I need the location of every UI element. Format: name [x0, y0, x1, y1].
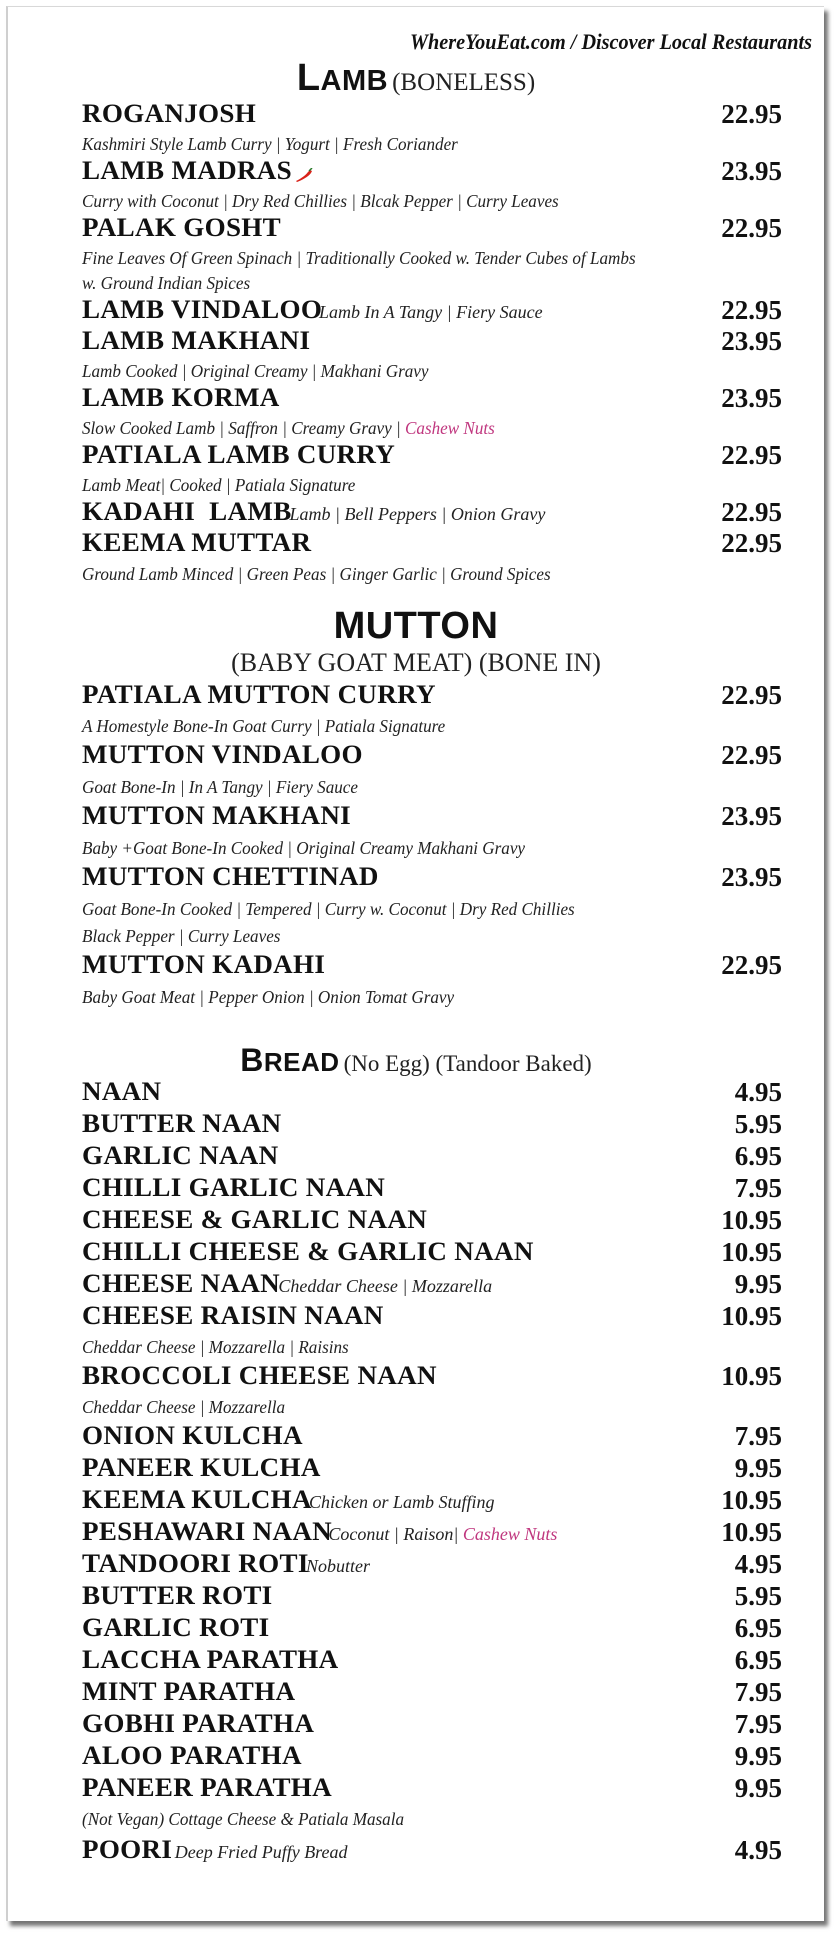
menu-item-mutton-chettinad	[82, 862, 782, 892]
menu-item-lamb-vindaloo	[82, 295, 782, 325]
item-desc: Baby Goat Meat | Pepper Onion | Onion Tomat Gravy	[82, 987, 455, 1007]
item-name: TANDOORI ROTI	[82, 1549, 309, 1578]
item-name: MUTTON KADAHI	[82, 950, 326, 979]
mutton-subtitle: (BABY GOAT MEAT) (BONE IN)	[231, 648, 601, 677]
item-desc: A Homestyle Bone-In Goat Curry | Patiala Signature	[82, 716, 446, 736]
menu-item-cheese-raisin-naan	[82, 1301, 782, 1331]
item-price: 5.95	[734, 1581, 782, 1611]
menu-item-peshawari-naan	[82, 1517, 782, 1547]
chili-pepper-icon	[294, 168, 314, 182]
item-name: NAAN	[82, 1077, 162, 1106]
item-price: 23.95	[721, 801, 782, 831]
menu-item-mutton-vindaloo	[82, 740, 782, 770]
item-name: MUTTON VINDALOO	[82, 740, 363, 769]
item-name: ONION KULCHA	[82, 1421, 303, 1450]
item-name: GOBHI PARATHA	[82, 1709, 315, 1738]
menu-item-chilli-garlic-naan	[82, 1173, 782, 1203]
menu-item-mutton-kadahi	[82, 950, 782, 980]
menu-item-mint-paratha	[82, 1677, 782, 1707]
item-price: 10.95	[721, 1517, 782, 1547]
menu-item-roganjosh	[82, 99, 782, 129]
item-price: 5.95	[734, 1109, 782, 1139]
item-name: GARLIC ROTI	[82, 1613, 270, 1642]
item-desc: Kashmiri Style Lamb Curry | Yogurt | Fresh Coriander	[82, 134, 458, 154]
item-name: CHEESE NAAN	[82, 1269, 281, 1298]
menu-item-patiala-lamb-curry	[82, 440, 782, 470]
item-desc-line2: Black Pepper | Curry Leaves	[82, 926, 281, 946]
menu-item-naan	[82, 1077, 782, 1107]
menu-item-garlic-naan	[82, 1141, 782, 1171]
item-desc: Goat Bone-In | In A Tangy | Fiery Sauce	[82, 777, 358, 797]
item-price: 6.95	[734, 1141, 782, 1171]
item-name: GARLIC NAAN	[82, 1141, 279, 1170]
item-price: 23.95	[721, 862, 782, 892]
item-inline-desc: Deep Fried Puffy Bread	[174, 1842, 348, 1862]
item-name: LAMB MADRAS	[82, 156, 292, 185]
item-name: ROGANJOSH	[82, 99, 257, 128]
item-desc: Lamb Meat| Cooked | Patiala Signature	[82, 475, 356, 495]
item-price: 23.95	[721, 326, 782, 356]
menu-page	[6, 6, 824, 1921]
menu-item-paneer-paratha	[82, 1773, 782, 1803]
item-price: 10.95	[721, 1237, 782, 1267]
item-desc: Curry with Coconut | Dry Red Chillies | Blcak Pepper | Curry Leaves	[82, 191, 559, 211]
item-price: 23.95	[721, 383, 782, 413]
menu-item-lamb-korma	[82, 383, 782, 413]
item-desc: Lamb Cooked | Original Creamy | Makhani Gravy	[82, 361, 429, 381]
item-price: 22.95	[721, 680, 782, 710]
item-price: 22.95	[721, 213, 782, 243]
menu-item-garlic-roti	[82, 1613, 782, 1643]
item-name: ALOO PARATHA	[82, 1741, 302, 1770]
item-price: 22.95	[721, 950, 782, 980]
menu-item-aloo-paratha	[82, 1741, 782, 1771]
bread-title-cap: B	[240, 1042, 264, 1078]
menu-item-lamb-makhani	[82, 326, 782, 356]
menu-item-lamb-madras	[82, 156, 782, 186]
menu-item-tandoori-roti	[82, 1549, 782, 1579]
menu-item-chilli-cheese-garlic-naan	[82, 1237, 782, 1267]
menu-item-cheese-garlic-naan	[82, 1205, 782, 1235]
lamb-title-cap: L	[296, 57, 321, 99]
menu-item-patiala-mutton-curry	[82, 680, 782, 710]
item-price: 22.95	[721, 740, 782, 770]
item-name: MINT PARATHA	[82, 1677, 296, 1706]
item-name: LAMB VINDALOO	[82, 295, 323, 324]
item-price: 9.95	[734, 1269, 782, 1299]
menu-item-keema-kulcha	[82, 1485, 782, 1515]
menu-item-kadahi-lamb	[82, 497, 782, 527]
item-price: 10.95	[721, 1301, 782, 1331]
menu-item-gobhi-paratha	[82, 1709, 782, 1739]
item-desc: Baby +Goat Bone-In Cooked | Original Creamy Makhani Gravy	[82, 838, 526, 858]
item-price: 23.95	[721, 156, 782, 186]
item-name: KEEMA KULCHA	[82, 1485, 312, 1514]
item-inline-desc: Lamb | Bell Peppers | Onion Gravy	[289, 504, 546, 524]
mutton-title: MUTTON	[333, 605, 499, 647]
item-price: 22.95	[721, 497, 782, 527]
bread-title-rest: READ	[263, 1047, 340, 1077]
item-desc: Cheddar Cheese | Mozzarella	[82, 1397, 286, 1417]
menu-item-keema-muttar	[82, 528, 782, 558]
item-name: KADAHI LAMB	[82, 497, 292, 526]
item-price: 10.95	[721, 1205, 782, 1235]
item-name: LAMB KORMA	[82, 383, 280, 412]
item-desc: Cheddar Cheese | Mozzarella | Raisins	[82, 1337, 349, 1357]
item-price: 6.95	[734, 1613, 782, 1643]
item-name: KEEMA MUTTAR	[82, 528, 312, 557]
item-desc-text: Slow Cooked Lamb | Saffron | Creamy Gravy |	[82, 418, 405, 438]
menu-item-paneer-kulcha	[82, 1453, 782, 1483]
menu-item-palak-gosht	[82, 213, 782, 243]
item-inline-desc: Nobutter	[305, 1556, 370, 1576]
item-name: LACCHA PARATHA	[82, 1645, 339, 1674]
item-name: BUTTER NAAN	[82, 1109, 282, 1138]
item-name: PATIALA LAMB CURRY	[82, 440, 396, 469]
item-price: 22.95	[721, 99, 782, 129]
item-price: 7.95	[734, 1173, 782, 1203]
item-inline-desc: Lamb In A Tangy | Fiery Sauce	[318, 302, 543, 322]
item-price: 4.95	[734, 1077, 782, 1107]
item-name: PANEER KULCHA	[82, 1453, 321, 1482]
menu-item-cheese-naan	[82, 1269, 782, 1299]
item-price: 7.95	[734, 1421, 782, 1451]
menu-item-butter-naan	[82, 1109, 782, 1139]
item-desc-line2: w. Ground Indian Spices	[82, 273, 251, 293]
menu-item-laccha-paratha	[82, 1645, 782, 1675]
bread-subtitle: (No Egg) (Tandoor Baked)	[343, 1051, 592, 1076]
menu-item-onion-kulcha	[82, 1421, 782, 1451]
item-price: 10.95	[721, 1361, 782, 1391]
site-banner: WhereYouEat.com / Discover Local Restaurants	[410, 29, 812, 54]
item-name: BROCCOLI CHEESE NAAN	[82, 1361, 437, 1390]
item-name: PANEER PARATHA	[82, 1773, 332, 1802]
section-title-bread	[8, 1038, 824, 1080]
item-name: CHILLI GARLIC NAAN	[82, 1173, 386, 1202]
section-title-lamb	[8, 57, 824, 100]
item-name: MUTTON MAKHANI	[82, 801, 352, 830]
menu-item-mutton-makhani	[82, 801, 782, 831]
item-name: PATIALA MUTTON CURRY	[82, 680, 436, 709]
item-price: 10.95	[721, 1485, 782, 1515]
lamb-title-rest: AMB	[320, 65, 389, 97]
allergen-note: Cashew Nuts	[405, 418, 495, 438]
lamb-subtitle: (BONELESS)	[392, 69, 536, 96]
item-desc: (Not Vegan) Cottage Cheese & Patiala Masala	[82, 1809, 405, 1829]
item-name: CHILLI CHEESE & GARLIC NAAN	[82, 1237, 534, 1266]
item-name: PALAK GOSHT	[82, 213, 281, 242]
item-price: 22.95	[721, 440, 782, 470]
menu-item-poori	[82, 1835, 782, 1865]
item-inline-desc-text: Coconut | Raison|	[328, 1524, 463, 1544]
section-title-mutton	[8, 605, 824, 648]
item-inline-desc: Cheddar Cheese | Mozzarella	[278, 1276, 493, 1296]
item-price: 6.95	[734, 1645, 782, 1675]
item-price: 7.95	[734, 1677, 782, 1707]
item-name: PESHAWARI NAAN	[82, 1517, 333, 1546]
menu-item-broccoli-cheese-naan	[82, 1361, 782, 1391]
item-inline-desc	[328, 1524, 557, 1545]
item-price: 7.95	[734, 1709, 782, 1739]
item-name: CHEESE & GARLIC NAAN	[82, 1205, 428, 1234]
item-price: 9.95	[734, 1773, 782, 1803]
item-price: 9.95	[734, 1453, 782, 1483]
item-name: LAMB MAKHANI	[82, 326, 311, 355]
item-desc	[82, 418, 747, 439]
item-price: 22.95	[721, 295, 782, 325]
allergen-note: Cashew Nuts	[462, 1524, 558, 1544]
item-inline-desc: Chicken or Lamb Stuffing	[309, 1492, 495, 1512]
item-price: 22.95	[721, 528, 782, 558]
item-price: 9.95	[734, 1741, 782, 1771]
item-name: POORI	[82, 1835, 173, 1864]
item-name: BUTTER ROTI	[82, 1581, 273, 1610]
item-price: 4.95	[734, 1549, 782, 1579]
item-desc: Goat Bone-In Cooked | Tempered | Curry w. Coconut | Dry Red Chillies	[82, 899, 575, 919]
item-name: MUTTON CHETTINAD	[82, 862, 379, 891]
menu-item-butter-roti	[82, 1581, 782, 1611]
item-name: CHEESE RAISIN NAAN	[82, 1301, 384, 1330]
item-price: 4.95	[734, 1835, 782, 1865]
item-desc: Fine Leaves Of Green Spinach | Traditionally Cooked w. Tender Cubes of Lambs	[82, 248, 636, 268]
item-desc: Ground Lamb Minced | Green Peas | Ginger Garlic | Ground Spices	[82, 564, 551, 584]
